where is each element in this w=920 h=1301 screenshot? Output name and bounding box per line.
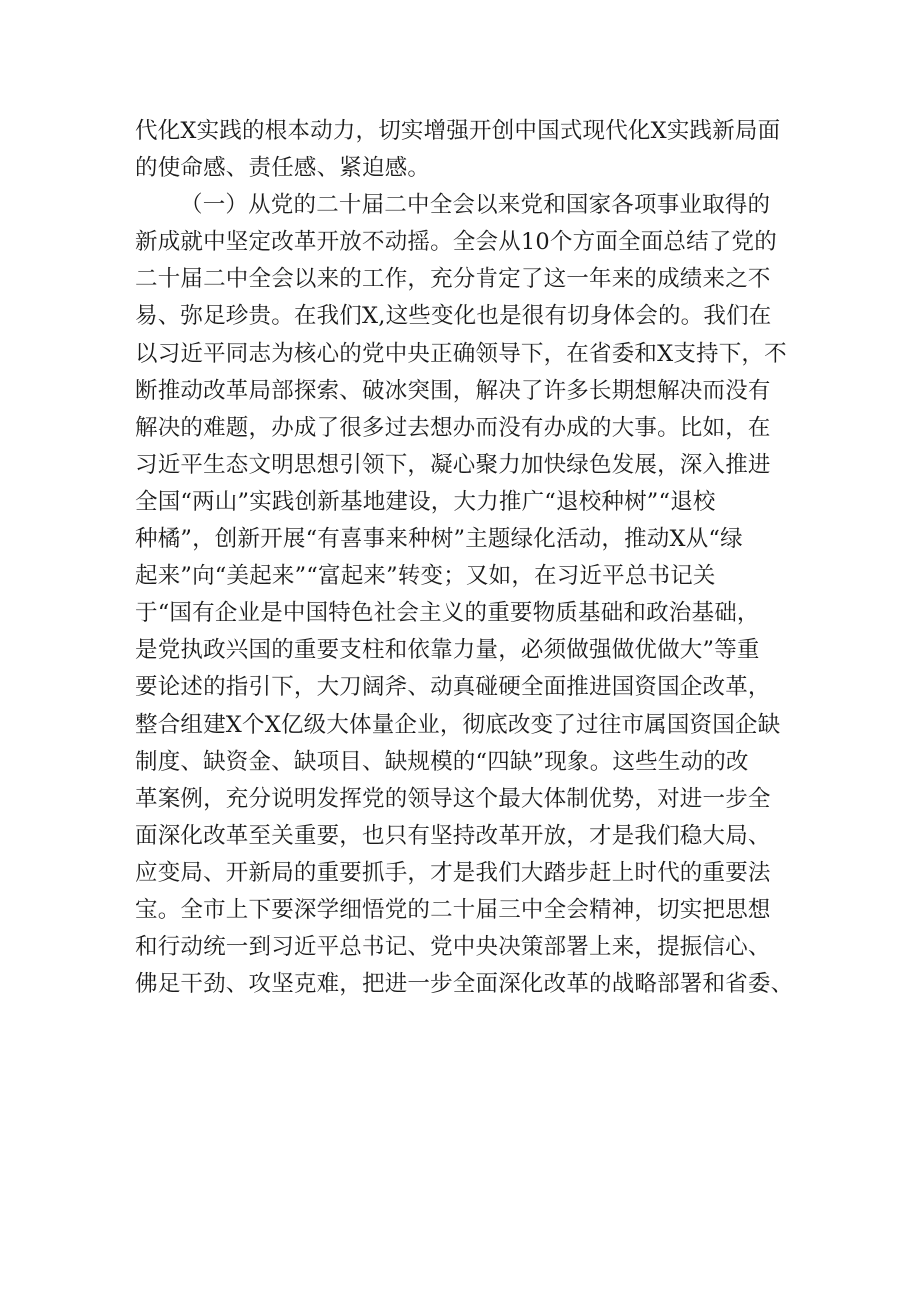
text-line: 全国“两山”实践创新基地建设，大力推广“退校种树”“退校 [135,488,716,515]
text-line: 佛足干劲、攻坚克难，把进一步全面深化改革的战略部署和省委、 [135,971,794,998]
text-line: 习近平生态文明思想引领下，凝心聚力加快绿色发展，深入推进 [135,451,771,478]
text-line: 二十届二中全会以来的工作，充分肯定了这一年来的成绩来之不 [135,266,771,293]
section-heading-line: （一）从党的二十届二中全会以来党和国家各项事业取得的 [180,192,771,219]
text-line: 断推动改革局部探索、破冰突围，解决了许多长期想解决而没有 [135,377,771,404]
document-body [135,113,805,1003]
text-line: 代化X实践的根本动力，切实增强开创中国式现代化X实践新局面 [135,118,781,144]
text-line: 面深化改革至关重要，也只有坚持改革开放，才是我们稳大局、 [135,822,771,849]
text-line: 起来”向“美起来”“富起来”转变；又如，在习近平总书记关 [135,563,716,590]
text-line: 革案例，充分说明发挥党的领导这个最大体制优势，对进一步全 [135,785,771,812]
text-line: 应变局、开新局的重要抓手，才是我们大踏步赶上时代的重要法 [135,859,771,886]
text-line: 要论述的指引下，大刀阔斧、动真碰硬全面推进国资国企改革， [135,674,771,701]
text-line: 整合组建X个X亿级大体量企业，彻底改变了过往市属国资国企缺 [135,711,781,738]
text-line: 的使命感、责任感、紧迫感。 [135,155,431,182]
text-line: 和行动统一到习近平总书记、党中央决策部署上来，提振信心、 [135,934,771,961]
text-line: 解决的难题，办成了很多过去想办而没有办成的大事。比如，在 [135,414,771,441]
text-line: 于“国有企业是中国特色社会主义的重要物质基础和政治基础， [135,600,760,627]
text-line: 易、弥足珍贵。在我们X,这些变化也是很有切身体会的。我们在 [135,303,772,330]
text-line: 以习近平同志为核心的党中央正确领导下，在省委和X支持下，不 [135,340,787,367]
text-line: 种橘”，创新开展“有喜事来种树”主题绿化活动，推动X从“绿 [135,526,743,553]
text-line: 新成就中坚定改革开放不动摇。全会从10个方面全面总结了党的 [135,229,777,256]
text-line: 宝。全市上下要深学细悟党的二十届三中全会精神，切实把思想 [135,896,771,923]
text-line: 是党执政兴国的重要支柱和依靠力量，必须做强做优做大”等重 [135,637,760,664]
text-line: 制度、缺资金、缺项目、缺规模的“四缺”现象。这些生动的改 [135,748,749,775]
